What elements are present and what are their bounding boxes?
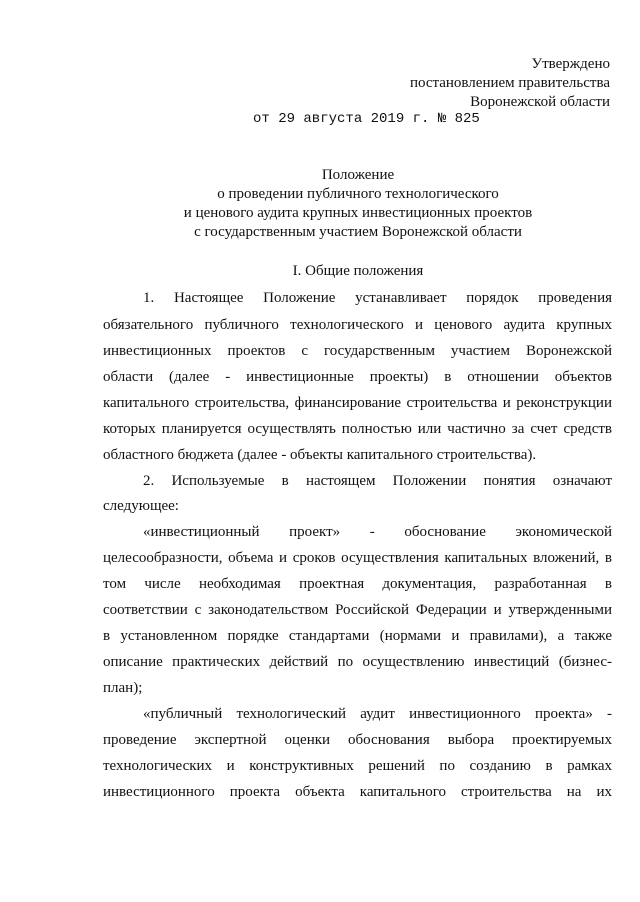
text-line: 1. Настоящее Положение устанавливает порядок проведения (143, 290, 612, 306)
text-line: инвестиционного проекта объекта капитального строительства на их (103, 784, 612, 800)
text-line: обязательного публичного технологического и ценового аудита крупных (103, 317, 612, 333)
text-line: том числе необходимая проектная документация, разработанная в (103, 576, 612, 592)
text-line: в установленном порядке стандартами (нормами и правилами), а также (103, 628, 612, 644)
text-line: целесообразности, объема и сроков осуществления капитальных вложений, в (103, 550, 612, 566)
document-title (0, 166, 640, 242)
text-line: 2. Используемые в настоящем Положении понятия означают (143, 473, 612, 489)
title-line: с государственным участием Воронежской области (194, 224, 522, 240)
approval-date: от 29 августа 2019 г. № 825 (253, 111, 480, 127)
approval-stamp (410, 55, 610, 112)
text-line: областного бюджета (далее - объекты капитального строительства). (103, 447, 537, 463)
text-line: следующее: (103, 498, 179, 514)
section-heading: I. Общие положения (292, 263, 424, 279)
title-line: о проведении публичного технологического (217, 186, 499, 202)
text-line: инвестиционных проектов с государственным участием Воронежской (103, 343, 612, 359)
title-line: и ценового аудита крупных инвестиционных проектов (183, 205, 533, 221)
approval-line: Утверждено (531, 56, 610, 72)
text-line: описание практических действий по осуществлению инвестиций (бизнес- (103, 654, 612, 670)
text-line: «инвестиционный проект» - обоснование экономической (143, 524, 612, 540)
text-line: которых планируется осуществлять полностью или частично за счет средств (103, 421, 612, 437)
approval-line: постановлением правительства (409, 75, 610, 91)
text-line: «публичный технологический аудит инвестиционного проекта» - (143, 706, 612, 722)
title-line: Положение (321, 167, 395, 183)
text-line: план); (103, 680, 143, 696)
text-line: капитального строительства, финансирование строительства и реконструкции (103, 395, 612, 411)
text-line: соответствии с законодательством Российской Федерации и утвержденными (103, 602, 612, 618)
approval-line: Воронежской области (470, 94, 610, 110)
text-line: области (далее - инвестиционные проекты) в отношении объектов (103, 369, 612, 385)
text-line: технологических и конструктивных решений по созданию в рамках (103, 758, 612, 774)
text-line: проведение экспертной оценки обоснования выбора проектируемых (103, 732, 612, 748)
